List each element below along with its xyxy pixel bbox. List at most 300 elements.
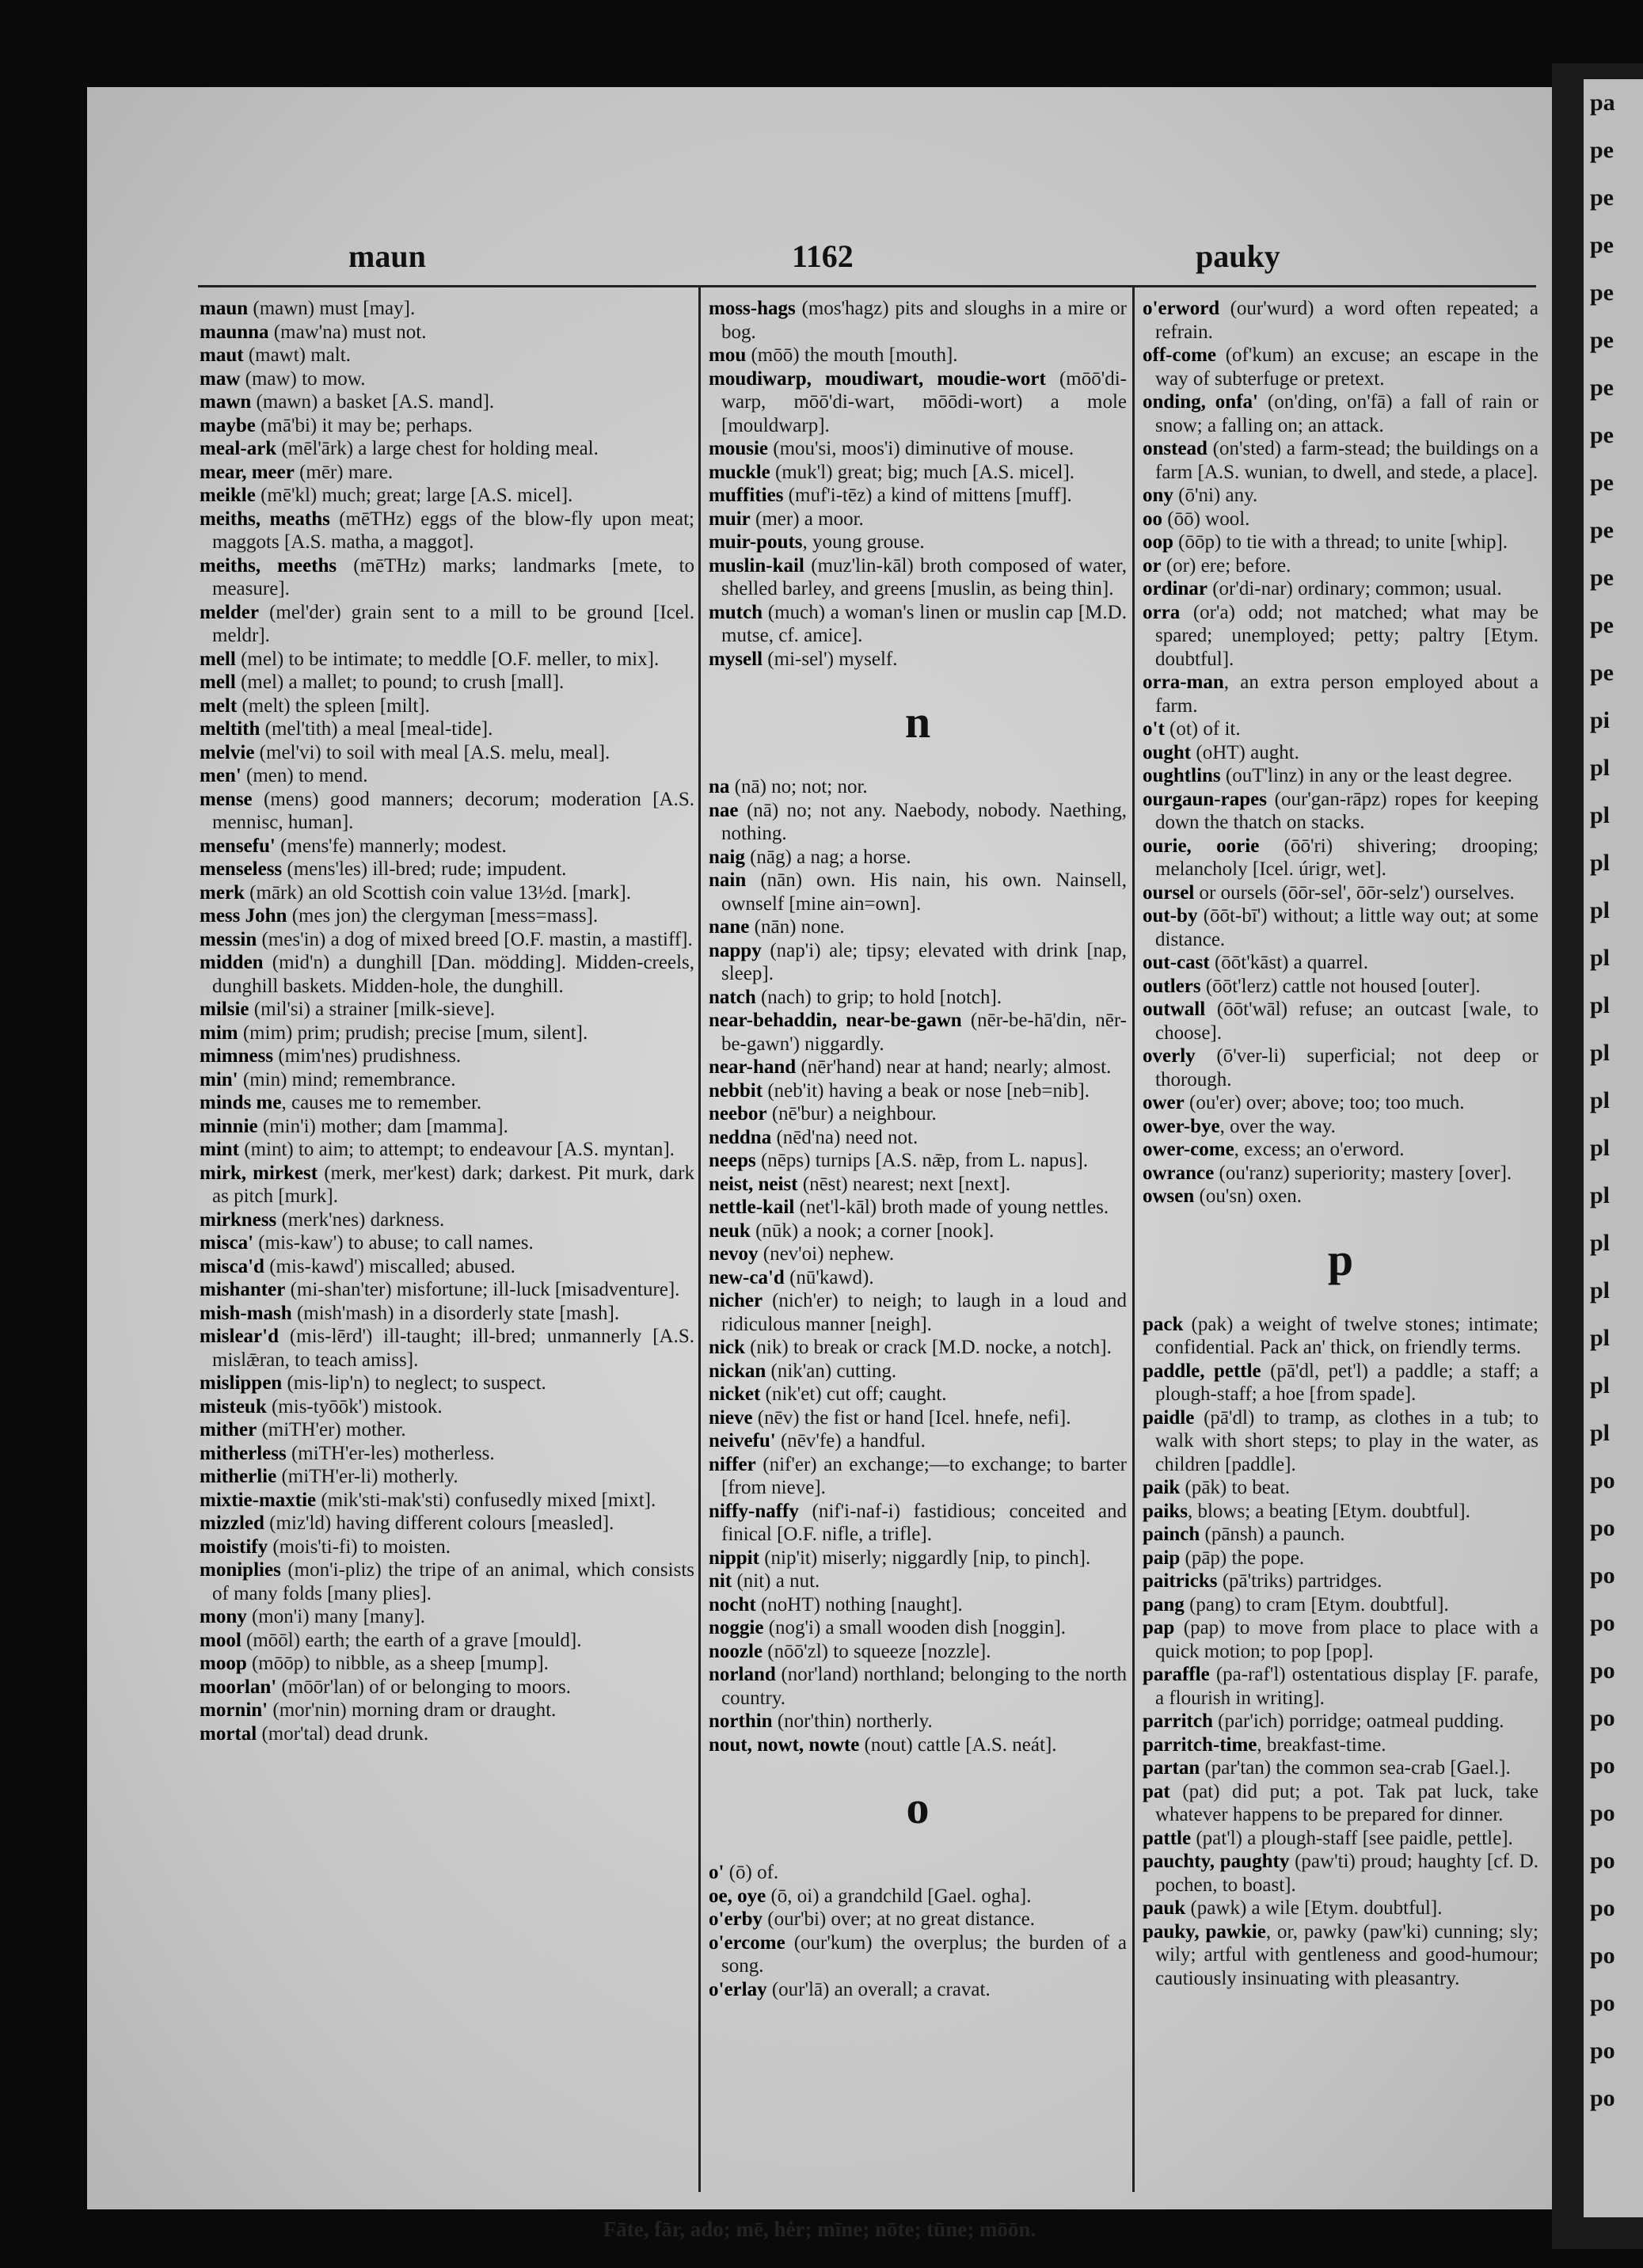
definition: (mel) a mallet; to pound; to crush [mall].: [235, 672, 565, 693]
dictionary-entry: [200, 928, 694, 952]
dictionary-entry: [1143, 1185, 1538, 1208]
definition: (nip'it) miserly; niggardly [nip, to pinch].: [759, 1547, 1091, 1569]
dictionary-entry: [709, 1102, 1127, 1126]
headword: noozle: [709, 1640, 763, 1662]
adjacent-page-fragment: pl: [1590, 992, 1611, 1018]
definition: (mōōl) earth; the earth of a grave [mould].: [241, 1629, 582, 1651]
definition: (miTH'er-li) motherly.: [276, 1466, 458, 1487]
definition: (pāk) to beat.: [1180, 1477, 1291, 1498]
dictionary-entry: [200, 1208, 694, 1232]
dictionary-entry: [709, 1360, 1127, 1383]
adjacent-page-fragment: pe: [1590, 232, 1614, 258]
definition: (on'ding, on'fā) a fall of rain or snow; a falling on; an attack.: [1155, 391, 1538, 436]
dictionary-entry: [1143, 1045, 1538, 1091]
headword: meal-ark: [200, 438, 277, 459]
dictionary-entry: [200, 1512, 694, 1535]
adjacent-page-fragment: pa: [1590, 89, 1615, 116]
dictionary-entry: [200, 835, 694, 858]
adjacent-page-fragment: po: [1590, 1752, 1615, 1779]
definition: (mim) prim; prudish; precise [mum, silent].: [238, 1022, 588, 1044]
headword: mortal: [200, 1722, 257, 1745]
definition: (ou'sn) oxen.: [1194, 1185, 1303, 1207]
definition: (or'di-nar) ordinary; common; usual.: [1207, 578, 1502, 599]
headword: mim: [200, 1022, 238, 1044]
definition: (or) ere; before.: [1161, 554, 1291, 577]
headword: muslin-kail: [709, 554, 804, 577]
dictionary-entry: [1143, 1547, 1538, 1570]
definition: , blows; a beating [Etym. doubtful].: [1187, 1500, 1470, 1522]
headword: norland: [709, 1664, 776, 1685]
definition: (nē'bur) a neighbour.: [766, 1103, 937, 1124]
definition: (mon'i) many [many].: [246, 1606, 426, 1627]
definition: (ōōt'kāst) a quarrel.: [1209, 952, 1368, 973]
headword: neist, neist: [709, 1173, 798, 1195]
definition: (min'i) mother; dam [mamma].: [257, 1115, 508, 1137]
definition: (our'kum) the overplus; the burden of a song.: [721, 1931, 1127, 1977]
headword: mense: [200, 788, 253, 810]
dictionary-entry: [200, 1115, 694, 1139]
headword: ordinar: [1143, 578, 1208, 599]
headword: midden: [200, 952, 264, 973]
definition: (maw) to mow.: [240, 367, 366, 390]
page-number: 1162: [792, 238, 854, 274]
adjacent-page-fragment: pe: [1590, 137, 1614, 163]
adjacent-page-fragment: pl: [1590, 850, 1611, 876]
headword: paik: [1143, 1477, 1181, 1498]
dictionary-entry: [1143, 1406, 1538, 1477]
header-rule: [198, 285, 1536, 287]
column-rule-right: [1132, 287, 1135, 2192]
headword: near-behaddin, near-be-gawn: [709, 1010, 962, 1031]
definition: (mid'n) a dunghill [Dan. mödding]. Midden-creels, dunghill baskets. Midden-hole, the dunghill.: [212, 952, 694, 997]
adjacent-page-fragment: pe: [1590, 517, 1614, 543]
definition: , or, pawky (paw'ki) cunning; sly; wily; artful with gentleness and good-humour; cautiously insinuating with pleasantry.: [1155, 1920, 1538, 1989]
definition: (mā'bi) it may be; perhaps.: [255, 414, 473, 436]
dictionary-entry: [1143, 1756, 1538, 1780]
dictionary-entry: [709, 508, 1127, 531]
headword: muffities: [709, 485, 784, 506]
dictionary-entry: [200, 344, 694, 367]
dictionary-entry: [1143, 671, 1538, 717]
dictionary-entry: [1143, 1710, 1538, 1733]
definition: (our'lā) an overall; a cravat.: [766, 1978, 991, 2000]
definition: (nūk) a nook; a corner [nook].: [750, 1220, 995, 1242]
adjacent-page-fragment: pl: [1590, 1230, 1611, 1256]
dictionary-entry: [200, 1302, 694, 1326]
dictionary-entry: [1143, 1570, 1538, 1593]
definition: (mis-kawd') miscalled; abused.: [264, 1255, 515, 1277]
headword: ower-come: [1143, 1139, 1234, 1160]
headword: mither: [200, 1419, 257, 1440]
dictionary-entry: [200, 1699, 694, 1722]
dictionary-entry: [709, 1453, 1127, 1500]
dictionary-entry: [200, 1489, 694, 1513]
headword: milsie: [200, 999, 249, 1020]
definition: (mel) to be intimate; to meddle [O.F. meller, to mix].: [235, 648, 660, 670]
headword: moudiwarp, moudiwart, moudie-wort: [709, 367, 1046, 390]
headword: out-by: [1143, 905, 1198, 927]
dictionary-entry: [200, 1255, 694, 1279]
headword: orra-man: [1143, 672, 1224, 693]
definition: (mis-tyōōk') mistook.: [266, 1395, 443, 1418]
definition: (pānsh) a paunch.: [1200, 1524, 1345, 1545]
headword: moorlan': [200, 1676, 277, 1698]
headword: misca'd: [200, 1255, 264, 1277]
definition: (or'a) odd; not matched; what may be spared; unemployed; petty; paltry [Etym. doubtful].: [1155, 601, 1538, 670]
dictionary-entry: [1143, 951, 1538, 975]
dictionary-entry: [200, 904, 694, 928]
headword: niffer: [709, 1453, 756, 1475]
definition: (mōō) the mouth [mouth].: [746, 344, 958, 366]
headword: ower-bye: [1143, 1115, 1220, 1137]
dictionary-entry: [709, 1908, 1127, 1931]
definition: (ōō'ri) shivering; drooping; melancholy [Icel. úrigr, wet].: [1155, 835, 1538, 880]
definition: (ō'ver-li) superficial; not deep or thorough.: [1155, 1045, 1538, 1090]
headword: parritch-time: [1143, 1733, 1257, 1756]
dictionary-entry: [1143, 1091, 1538, 1115]
headword: oe, oye: [709, 1885, 766, 1907]
dictionary-entry: [1143, 904, 1538, 951]
headword: out-cast: [1143, 952, 1210, 973]
dictionary-entry: [1143, 390, 1538, 437]
adjacent-page-fragment: pe: [1590, 470, 1614, 496]
dictionary-entry: [200, 461, 694, 485]
headword: muir-pouts: [709, 531, 803, 553]
headword: paitricks: [1143, 1570, 1218, 1592]
definition: (pā'dl, pet'l) a paddle; a staff; a plough-staff; a hoe [from spade].: [1155, 1360, 1538, 1405]
headword: mint: [200, 1139, 239, 1160]
headword: pap: [1143, 1617, 1175, 1638]
definition: (par'ich) porridge; oatmeal pudding.: [1212, 1711, 1504, 1732]
definition: (ou'ranz) superiority; mastery [over].: [1214, 1162, 1512, 1184]
headword: ourie, oorie: [1143, 835, 1260, 857]
definition: (mel'der) grain sent to a mill to be ground [Icel. meldr].: [212, 601, 694, 646]
definition: (pat) did put; a pot. Tak pat luck, take whatever happens to be prepared for dinner.: [1155, 1780, 1538, 1825]
definition: (nēr'hand) near at hand; nearly; almost.: [796, 1056, 1112, 1078]
headword: merk: [200, 881, 245, 904]
headword: paidle: [1143, 1406, 1195, 1429]
definition: (nēr-be-hā'din, nēr-be-gawn') niggardly.: [721, 1010, 1127, 1055]
dictionary-entry: [709, 1126, 1127, 1150]
headword: neivefu': [709, 1430, 776, 1452]
headword: messin: [200, 928, 257, 950]
dictionary-entry: [1143, 1733, 1538, 1757]
definition: (our'bi) over; at no great distance.: [763, 1908, 1036, 1930]
dictionary-entry: [1143, 835, 1538, 881]
definition: (ōōt'wāl) refuse; an outcast [wale, to choose].: [1155, 999, 1538, 1044]
header-first-word: maun: [348, 238, 426, 274]
definition: (ō, oi) a grandchild [Gael. ogha].: [766, 1885, 1032, 1907]
definition: (mawn) a basket [A.S. mand].: [251, 391, 495, 413]
definition: (miTH'er-les) motherless.: [286, 1442, 495, 1464]
dictionary-entry: [709, 648, 1127, 672]
headword: paiks: [1143, 1500, 1188, 1522]
headword: mislippen: [200, 1372, 283, 1394]
definition: (muz'lin-kāl) broth composed of water, shelled barley, and greens [muslin, as being thin].: [721, 554, 1127, 599]
dictionary-entry: [709, 1978, 1127, 2002]
adjacent-page-fragment: po: [1590, 1515, 1615, 1541]
dictionary-entry: [1143, 577, 1538, 601]
headword: nae: [709, 799, 739, 821]
dictionary-entry: [1143, 437, 1538, 484]
definition: , causes me to remember.: [281, 1092, 482, 1113]
definition: (nā) no; not; nor.: [729, 776, 868, 797]
headword: mimness: [200, 1045, 274, 1067]
headword: mensefu': [200, 835, 276, 857]
adjacent-page-fragment: po: [1590, 1610, 1615, 1636]
headword: min': [200, 1068, 238, 1090]
definition: (mōōp) to nibble, as a sheep [mump].: [246, 1653, 549, 1674]
dictionary-entry: [1143, 1500, 1538, 1524]
definition: (merk'nes) darkness.: [276, 1208, 445, 1231]
dictionary-entry: [200, 484, 694, 508]
definition: (mōō'di-warp, mōō'di-wart, mōōdi-wort) a mole [mouldwarp].: [721, 367, 1127, 436]
definition: (nā) no; not any. Naebody, nobody. Naething, nothing.: [721, 799, 1127, 844]
headword: moss-hags: [709, 298, 796, 319]
headword: muckle: [709, 461, 770, 483]
headword: maybe: [200, 414, 256, 436]
definition: (nēps) turnips [A.S. nǣp, from L. napus].: [755, 1150, 1089, 1171]
dictionary-entry: [200, 1045, 694, 1068]
headword: mutch: [709, 601, 763, 623]
dictionary-entry: [200, 1722, 694, 1746]
definition: (much) a woman's linen or muslin cap [M.D. mutse, cf. amice].: [721, 601, 1127, 646]
adjacent-page-fragment: pl: [1590, 755, 1611, 781]
definition: (mel'tith) a meal [meal-tide].: [260, 718, 493, 740]
dictionary-entry: [200, 1418, 694, 1442]
adjacent-page-fragment: pl: [1590, 1325, 1611, 1351]
adjacent-page-fragment: pl: [1590, 1135, 1611, 1161]
definition: (pat'l) a plough-staff [see paidle, pettle].: [1191, 1827, 1513, 1849]
section-letter-n: n: [904, 696, 931, 748]
definition: (mēTHz) eggs of the blow-fly upon meat; maggots [A.S. matha, a maggot].: [212, 508, 694, 553]
definition: (mor'nin) morning dram or draught.: [268, 1699, 557, 1721]
dictionary-entry: [709, 297, 1127, 344]
dictionary-entry: [709, 1931, 1127, 1978]
running-header: [87, 238, 1552, 285]
definition: (nev'oi) nephew.: [758, 1243, 895, 1265]
headword: melt: [200, 694, 238, 717]
headword: nane: [709, 916, 750, 938]
definition: (mēl'ārk) a large chest for holding meal.: [276, 438, 599, 459]
headword: minds me: [200, 1092, 282, 1113]
dictionary-entry: [709, 1616, 1127, 1640]
headword: o': [709, 1862, 725, 1883]
dictionary-entry: [200, 741, 694, 765]
adjacent-page-fragment: pl: [1590, 1040, 1611, 1066]
definition: (pang) to cram [Etym. doubtful].: [1184, 1593, 1449, 1615]
headword: ony: [1143, 485, 1173, 506]
dictionary-entry: [709, 1383, 1127, 1406]
dictionary-entry: [200, 1325, 694, 1372]
definition: (pāp) the pope.: [1180, 1547, 1305, 1569]
definition: (nor'thin) northerly.: [772, 1711, 933, 1732]
dictionary-entry: [200, 437, 694, 461]
dictionary-entry: [709, 1056, 1127, 1079]
headword: pat: [1143, 1780, 1170, 1802]
headword: o't: [1143, 718, 1165, 740]
definition: (mon'i-pliz) the tripe of an animal, which consists of many folds [many plies].: [212, 1559, 694, 1604]
headword: nicket: [709, 1383, 761, 1405]
headword: new-ca'd: [709, 1266, 785, 1288]
dictionary-entry: [1143, 1920, 1538, 1991]
headword: neeps: [709, 1150, 756, 1171]
headword: nippit: [709, 1547, 759, 1569]
dictionary-entry: [200, 951, 694, 998]
headword: oughtlins: [1143, 765, 1221, 786]
headword: meltith: [200, 718, 261, 740]
headword: oursel: [1143, 881, 1195, 904]
headword: mawn: [200, 391, 252, 413]
definition: (nit) a nut.: [732, 1570, 820, 1592]
headword: pauchty, paughty: [1143, 1851, 1290, 1872]
dictionary-entry: [1143, 1616, 1538, 1663]
column-left: [200, 297, 694, 2205]
dictionary-entry: [1143, 1476, 1538, 1500]
dictionary-entry: [200, 1629, 694, 1653]
dictionary-entry: [200, 414, 694, 438]
definition: (oHT) aught.: [1191, 741, 1299, 763]
definition: (nōō'zl) to squeeze [nozzle].: [763, 1640, 991, 1662]
headword: nocht: [709, 1593, 756, 1615]
headword: or: [1143, 554, 1162, 577]
definition: (mis-lip'n) to neglect; to suspect.: [282, 1372, 546, 1394]
headword: neuk: [709, 1220, 751, 1242]
headword: pattle: [1143, 1827, 1192, 1849]
adjacent-page-fragment: po: [1590, 1943, 1615, 1969]
headword: pauk: [1143, 1897, 1186, 1919]
dictionary-entry: [200, 297, 694, 321]
definition: (ōōt'lerz) cattle not housed [outer].: [1200, 975, 1481, 997]
dictionary-entry: [200, 1465, 694, 1489]
definition: (nich'er) to neigh; to laugh in a loud and ridiculous manner [neigh].: [721, 1290, 1127, 1335]
dictionary-entry: [1143, 717, 1538, 741]
headword: partan: [1143, 1757, 1200, 1779]
dictionary-entry: [200, 1068, 694, 1092]
headword: nappy: [709, 939, 762, 961]
headword: mool: [200, 1629, 242, 1651]
headword: mitherless: [200, 1442, 287, 1464]
definition: (ōō) wool.: [1162, 508, 1250, 530]
definition: (nif'i-naf-i) fastidious; conceited and finical [O.F. nifle, a trifle].: [721, 1500, 1127, 1545]
definition: (min) mind; remembrance.: [238, 1068, 456, 1090]
definition: (mē'kl) much; great; large [A.S. micel].: [255, 485, 573, 506]
definition: (pa-raf'l) ostentatious display [F. parafe, a flourish in writing].: [1155, 1664, 1538, 1709]
dictionary-entry: [200, 881, 694, 905]
definition: (mim'nes) prudishness.: [273, 1045, 462, 1067]
headword: ought: [1143, 741, 1192, 763]
definition: (noHT) nothing [naught].: [755, 1593, 963, 1615]
dictionary-entry: [200, 1442, 694, 1466]
definition: (muk'l) great; big; much [A.S. micel].: [770, 461, 1075, 483]
dictionary-entry: [709, 1500, 1127, 1547]
definition: (mis-kaw') to abuse; to call names.: [253, 1232, 534, 1254]
headword: mousie: [709, 438, 768, 459]
definition: (paw'ti) proud; haughty [cf. D. pochen, to boast].: [1155, 1851, 1538, 1896]
headword: neddna: [709, 1126, 772, 1148]
adjacent-page-fragment: pl: [1590, 802, 1611, 828]
definition: (mens'fe) mannerly; modest.: [275, 835, 507, 857]
dictionary-entry: [200, 1278, 694, 1302]
dictionary-entry: [1143, 344, 1538, 390]
dictionary-entry: [200, 1535, 694, 1559]
adjacent-page-fragment: pe: [1590, 612, 1614, 638]
dictionary-entry: [1143, 1115, 1538, 1139]
headword: mell: [200, 648, 236, 670]
headword: near-hand: [709, 1056, 797, 1078]
headword: mizzled: [200, 1513, 264, 1534]
dictionary-entry: [200, 671, 694, 694]
adjacent-page-fragment: pl: [1590, 1277, 1611, 1303]
headword: mell: [200, 672, 236, 693]
adjacent-page-fragment: pl: [1590, 1087, 1611, 1113]
definition: (nog'i) a small wooden dish [noggin].: [763, 1617, 1066, 1638]
dictionary-entry: [709, 1861, 1127, 1885]
definition: (miTH'er) mother.: [257, 1419, 406, 1440]
dictionary-entry: [709, 344, 1127, 367]
dictionary-entry: [709, 775, 1127, 799]
dictionary-entry: [1143, 1827, 1538, 1851]
definition: , young grouse.: [802, 531, 925, 553]
headword: muir: [709, 508, 751, 530]
dictionary-entry: [709, 484, 1127, 508]
headword: ourgaun-rapes: [1143, 788, 1267, 810]
adjacent-page-fragment: pe: [1590, 660, 1614, 686]
adjacent-page: [1584, 79, 1643, 2217]
dictionary-entry: [1143, 975, 1538, 999]
dictionary-entry: [709, 461, 1127, 485]
dictionary-entry: [709, 1570, 1127, 1593]
headword: nevoy: [709, 1243, 759, 1265]
headword: owrance: [1143, 1162, 1215, 1184]
headword: moniplies: [200, 1559, 281, 1581]
definition: (nor'land) northland; belonging to the north country.: [721, 1664, 1127, 1709]
headword: nebbit: [709, 1079, 763, 1102]
definition: (mawt) malt.: [243, 344, 351, 366]
dictionary-entry: [709, 1663, 1127, 1710]
headword: pack: [1143, 1313, 1184, 1335]
definition: (merk, mer'kest) dark; darkest. Pit murk, dark as pitch [murk].: [212, 1162, 694, 1207]
column-rule-left: [698, 287, 701, 2192]
definition: (nik) to break or crack [M.D. nocke, a notch].: [744, 1337, 1112, 1358]
dictionary-entry: [1143, 1850, 1538, 1897]
adjacent-page-fragment: pl: [1590, 1182, 1611, 1208]
headword: misca': [200, 1232, 254, 1254]
definition: (of'kum) an excuse; an escape in the way of subterfuge or pretext.: [1155, 344, 1538, 390]
dictionary-entry: [709, 1196, 1127, 1220]
definition: (mil'si) a strainer [milk-sieve].: [249, 999, 496, 1020]
definition: (mes jon) the clergyman [mess=mass].: [287, 905, 599, 927]
definition: (nap'i) ale; tipsy; elevated with drink [nap, sleep].: [721, 939, 1127, 984]
definition: (mārk) an old Scottish coin value 13½d. [mark].: [244, 881, 631, 904]
definition: (nēv) the fist or hand [Icel. hnefe, nefi].: [752, 1406, 1071, 1429]
headword: oop: [1143, 531, 1173, 553]
headword: melder: [200, 601, 259, 623]
dictionary-entry: [1143, 1663, 1538, 1710]
definition: or oursels (ōōr-sel', ōōr-selz') ourselves.: [1194, 881, 1515, 904]
definition: (mint) to aim; to attempt; to endeavour [A.S. myntan].: [239, 1139, 675, 1160]
dictionary-entry: [200, 998, 694, 1022]
dictionary-entry: [1143, 1780, 1538, 1827]
headword: maw: [200, 367, 241, 390]
adjacent-page-fragment: pl: [1590, 1420, 1611, 1446]
headword: mishanter: [200, 1279, 286, 1300]
definition: (mens'les) ill-bred; rude; impudent.: [282, 858, 567, 880]
definition: (pak) a weight of twelve stones; intimate; confidential. Pack an' thick, on friendly terms.: [1155, 1313, 1538, 1358]
dictionary-entry: [709, 1173, 1127, 1197]
dictionary-entry: [200, 321, 694, 344]
definition: (melt) the spleen [milt].: [237, 694, 430, 717]
